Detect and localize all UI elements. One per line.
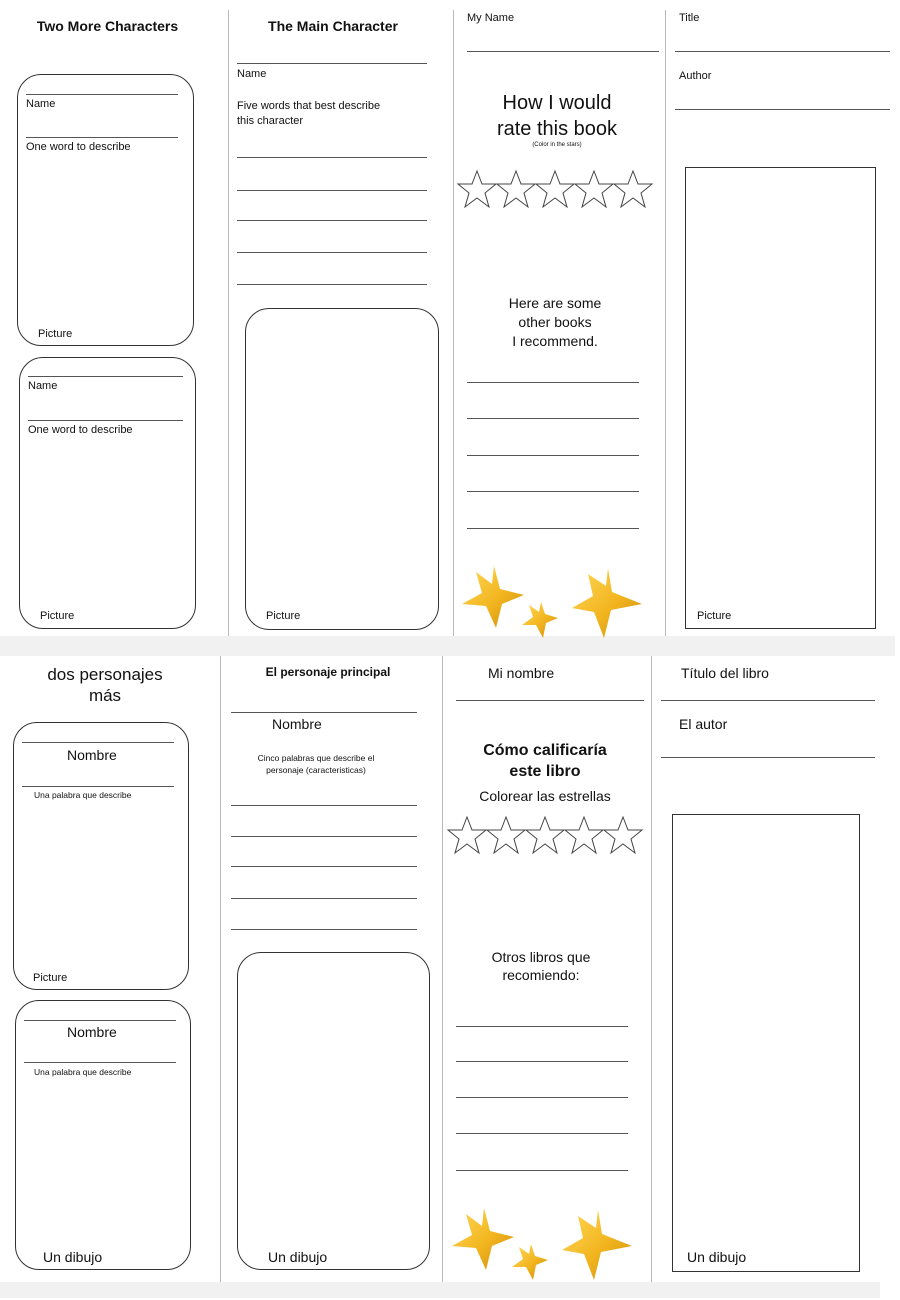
principal-dibujo-label: Un dibujo <box>268 1249 328 1265</box>
recommend-text: Here are some other books I recommend. <box>508 295 602 349</box>
star-outline-icon <box>604 817 642 853</box>
rate-book-title: How I would rate this book <box>496 92 618 140</box>
card2-describe-label: One word to describe <box>28 424 133 436</box>
divider-top-1 <box>228 10 229 656</box>
top-bottom-strip <box>0 636 895 656</box>
character-card-1 <box>17 74 194 346</box>
star-outline-icon <box>614 171 652 207</box>
rating-stars-es[interactable] <box>448 815 648 859</box>
star-outline-icon <box>448 817 486 853</box>
main-character-picture-label: Picture <box>266 610 301 622</box>
gold-star-icon <box>462 566 524 628</box>
portada-dibujo-label: Un dibujo <box>687 1249 747 1265</box>
cover-picture-box <box>685 167 876 629</box>
character-card-2 <box>19 357 196 629</box>
main-character-name-label: Name <box>237 68 267 80</box>
cover-picture-label: Picture <box>697 610 732 622</box>
describe-line-2 <box>237 190 427 191</box>
colorear-estrellas-note: Colorear las estrellas <box>479 788 611 804</box>
star-outline-icon <box>565 817 603 853</box>
divider-top-2 <box>453 10 454 656</box>
card1-dibujo-label: Picture <box>33 972 68 984</box>
star-outline-icon <box>497 171 535 207</box>
dos-personajes-heading: dos personajes más <box>47 665 163 705</box>
gold-star-icon <box>512 1244 548 1280</box>
my-name-label: My Name <box>467 12 515 24</box>
card2-palabra-label: Una palabra que describe <box>34 1067 132 1077</box>
card1-name-label: Name <box>26 98 56 110</box>
card1-picture-label: Picture <box>38 328 73 340</box>
main-character-picture-box <box>245 308 439 630</box>
gold-stars-en <box>458 562 648 644</box>
star-outline-icon <box>536 171 574 207</box>
star-outline-icon <box>487 817 525 853</box>
divider-bottom-2 <box>442 656 443 1298</box>
gold-star-icon <box>562 1210 632 1280</box>
describe-line-1 <box>237 157 427 158</box>
card2-name-label: Name <box>28 380 58 392</box>
describe-line-5 <box>237 284 427 285</box>
principal-picture-box <box>237 952 430 1270</box>
mi-nombre-label: Mi nombre <box>488 665 555 681</box>
star-outline-icon <box>575 171 613 207</box>
personaje-principal-heading: El personaje principal <box>265 665 391 679</box>
como-calificaria-title: Cómo calificaría este libro <box>483 742 607 780</box>
portada-picture-box <box>672 814 860 1272</box>
divider-bottom-3 <box>651 656 652 1298</box>
rating-stars-en[interactable] <box>458 169 658 213</box>
star-outline-icon <box>526 817 564 853</box>
color-stars-note: (Color in the stars) <box>532 142 582 148</box>
gold-star-icon <box>452 1208 514 1270</box>
gold-star-icon <box>572 568 642 638</box>
card1-palabra-label: Una palabra que describe <box>34 790 132 800</box>
gold-star-icon <box>522 602 558 638</box>
two-more-characters-heading: Two More Characters <box>36 18 179 34</box>
card2-nombre-label: Nombre <box>67 1024 117 1040</box>
otros-libros-text: Otros libros que recomiendo: <box>491 949 591 983</box>
main-character-heading: The Main Character <box>268 18 398 34</box>
divider-top-3 <box>665 10 666 656</box>
titulo-libro-label: Título del libro <box>681 665 769 681</box>
author-label: Author <box>679 70 712 82</box>
gold-stars-es <box>448 1204 638 1286</box>
el-autor-label: El autor <box>679 716 728 732</box>
personaje-card-2 <box>15 1000 191 1270</box>
divider-bottom-1 <box>220 656 221 1298</box>
card1-describe-label: One word to describe <box>26 141 131 153</box>
describe-line-4 <box>237 252 427 253</box>
card2-picture-label: Picture <box>40 610 75 622</box>
star-outline-icon <box>458 171 496 207</box>
card1-nombre-label: Nombre <box>67 747 117 763</box>
title-label: Title <box>679 12 700 24</box>
bottom-edge-strip <box>0 1282 880 1298</box>
five-words-prompt: Five words that best describe this character <box>237 100 381 127</box>
describe-line-3 <box>237 220 427 221</box>
cinco-palabras-prompt: Cinco palabras que describe el personaje (caracteristicas) <box>257 753 375 775</box>
card2-dibujo-label: Un dibujo <box>43 1249 103 1265</box>
principal-nombre-label: Nombre <box>272 716 322 732</box>
